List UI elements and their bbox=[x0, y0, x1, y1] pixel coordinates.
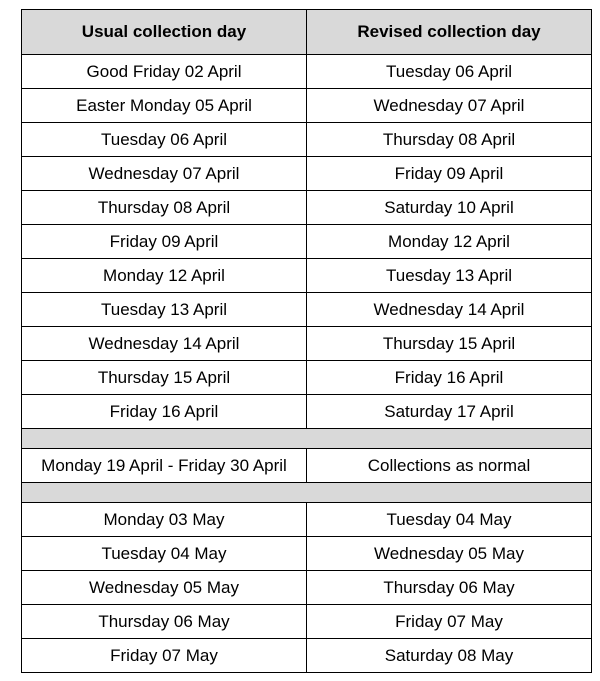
usual-collection-day-cell: Thursday 15 April bbox=[22, 361, 307, 395]
revised-collection-day-cell: Thursday 08 April bbox=[307, 123, 592, 157]
separator-row bbox=[22, 483, 592, 503]
table-row bbox=[22, 639, 592, 673]
revised-collection-day-cell: Tuesday 06 April bbox=[307, 55, 592, 89]
usual-collection-day-cell: Wednesday 07 April bbox=[22, 157, 307, 191]
usual-collection-day-cell: Thursday 06 May bbox=[22, 605, 307, 639]
revised-collection-day-cell: Tuesday 13 April bbox=[307, 259, 592, 293]
revised-collection-day-cell: Saturday 17 April bbox=[307, 395, 592, 429]
table-row bbox=[22, 123, 592, 157]
revised-collection-day-cell: Wednesday 14 April bbox=[307, 293, 592, 327]
usual-collection-day-cell: Tuesday 06 April bbox=[22, 123, 307, 157]
table-row bbox=[22, 225, 592, 259]
header-usual-collection-day: Usual collection day bbox=[22, 10, 307, 55]
revised-collection-day-cell: Friday 07 May bbox=[307, 605, 592, 639]
table-row bbox=[22, 449, 592, 483]
usual-collection-day-cell: Friday 09 April bbox=[22, 225, 307, 259]
table-row bbox=[22, 605, 592, 639]
table-row bbox=[22, 157, 592, 191]
revised-collection-day-cell: Friday 16 April bbox=[307, 361, 592, 395]
table-row bbox=[22, 503, 592, 537]
revised-collection-day-cell: Saturday 10 April bbox=[307, 191, 592, 225]
separator-row bbox=[22, 429, 592, 449]
table-row bbox=[22, 571, 592, 605]
separator-cell bbox=[22, 429, 592, 449]
usual-collection-day-cell: Monday 03 May bbox=[22, 503, 307, 537]
header-row bbox=[22, 10, 592, 55]
revised-collection-day-cell: Wednesday 07 April bbox=[307, 89, 592, 123]
table-row bbox=[22, 395, 592, 429]
usual-collection-day-cell: Monday 19 April - Friday 30 April bbox=[22, 449, 307, 483]
usual-collection-day-cell: Wednesday 05 May bbox=[22, 571, 307, 605]
usual-collection-day-cell: Wednesday 14 April bbox=[22, 327, 307, 361]
usual-collection-day-cell: Friday 16 April bbox=[22, 395, 307, 429]
table-body bbox=[22, 55, 592, 673]
revised-collection-day-cell: Monday 12 April bbox=[307, 225, 592, 259]
revised-collection-day-cell: Wednesday 05 May bbox=[307, 537, 592, 571]
table-row bbox=[22, 293, 592, 327]
revised-collection-day-cell: Saturday 08 May bbox=[307, 639, 592, 673]
usual-collection-day-cell: Good Friday 02 April bbox=[22, 55, 307, 89]
usual-collection-day-cell: Thursday 08 April bbox=[22, 191, 307, 225]
revised-collection-day-cell: Thursday 15 April bbox=[307, 327, 592, 361]
revised-collection-day-cell: Tuesday 04 May bbox=[307, 503, 592, 537]
revised-collection-day-cell: Thursday 06 May bbox=[307, 571, 592, 605]
revised-collection-day-cell: Friday 09 April bbox=[307, 157, 592, 191]
table-row bbox=[22, 327, 592, 361]
table-row bbox=[22, 259, 592, 293]
usual-collection-day-cell: Friday 07 May bbox=[22, 639, 307, 673]
table-row bbox=[22, 55, 592, 89]
table-row bbox=[22, 89, 592, 123]
usual-collection-day-cell: Tuesday 04 May bbox=[22, 537, 307, 571]
separator-cell bbox=[22, 483, 592, 503]
header-revised-collection-day: Revised collection day bbox=[307, 10, 592, 55]
table-row bbox=[22, 537, 592, 571]
usual-collection-day-cell: Monday 12 April bbox=[22, 259, 307, 293]
collection-schedule-table bbox=[21, 9, 592, 673]
usual-collection-day-cell: Easter Monday 05 April bbox=[22, 89, 307, 123]
usual-collection-day-cell: Tuesday 13 April bbox=[22, 293, 307, 327]
table-row bbox=[22, 191, 592, 225]
revised-collection-day-cell: Collections as normal bbox=[307, 449, 592, 483]
table-row bbox=[22, 361, 592, 395]
table-header bbox=[22, 10, 592, 55]
